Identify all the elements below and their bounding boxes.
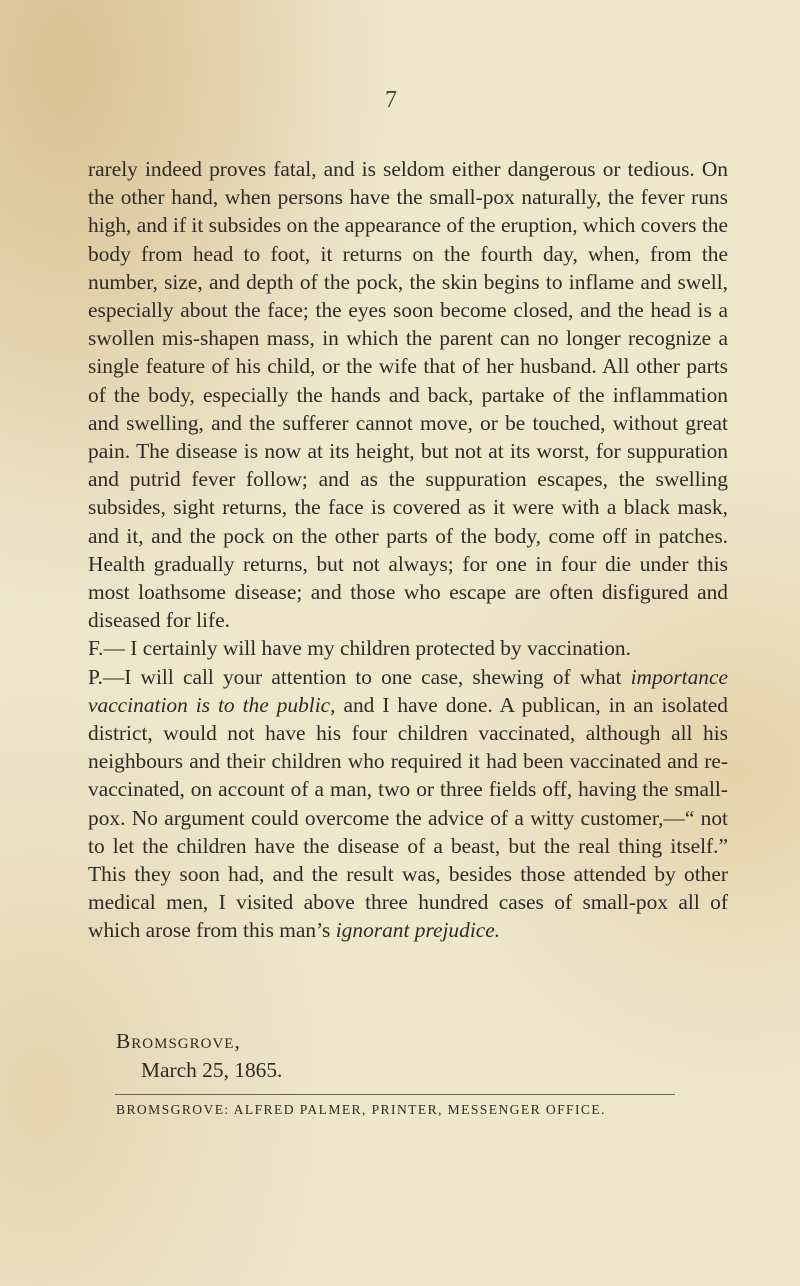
paragraph-f-reply — [88, 634, 728, 662]
signature-date: March 25, 1865. — [141, 1058, 283, 1082]
page-number: 7 — [385, 87, 397, 113]
paragraph-smallpox-description — [88, 155, 728, 634]
footer-rule — [115, 1094, 675, 1095]
paragraph-text: rarely indeed proves fatal, and is seldom either dangerous or tedious. On the other hand, when persons have the small-pox naturally, the fever runs high, and if it subsides on the appearance of the eruption, which covers the body from head to foot, it returns on the fourth day, when, from the number, size, and depth of the pock, the skin begins to inflame and swell, especially about the face; the eyes soon become closed, and the head is a swollen mis-shapen mass, in which the parent can no longer recognize a single feature of his child, or the wife that of her husband. All other parts of the body, especially the hands and back, partake of the inflammation and swelling, and the sufferer cannot move, or be touched, without great pain. The disease is now at its height, but not at its worst, for suppuration and putrid fever follow; and as the suppuration escapes, the swelling subsides, sight returns, the face is covered as it were with a black mask, and it, and the pock on the other parts of the body, come off in patches. Health gradually returns, but not always; for one in four die under this most loathsome disease; and those who escape are often disfigured and diseased for life. — [88, 157, 728, 633]
paragraph-p-case — [88, 663, 728, 945]
paragraph-text: F.— I certainly will have my children protected by vaccination. — [88, 636, 631, 661]
italic-phrase: ignorant prejudice. — [335, 918, 501, 943]
paragraph-text: and I have done. A publican, in an isolated district, would not have his four children vaccinated, although all his neighbours and their children who required it had been vaccinated and re-vaccinated, on account of a man, two or three fields off, having the small-pox. No argument could overcome the advice of a witty customer,—“ not to let the children have the disease of a beast, but the real thing itself.” This they soon had, and the result was, besides those attended by other medical men, I visited above three hundred cases of small-pox all of which arose from this man’s — [88, 692, 728, 943]
italic-phrase: importance vaccination is to the public, — [88, 664, 728, 717]
signature-block — [116, 1027, 282, 1085]
signature-place: Bromsgrove, — [116, 1029, 241, 1053]
printer-imprint: BROMSGROVE: ALFRED PALMER, PRINTER, MESSENGER OFFICE. — [116, 1102, 606, 1117]
paragraph-text: P.—I will call your attention to one case, shewing of what — [88, 664, 631, 689]
body-text — [88, 155, 728, 945]
